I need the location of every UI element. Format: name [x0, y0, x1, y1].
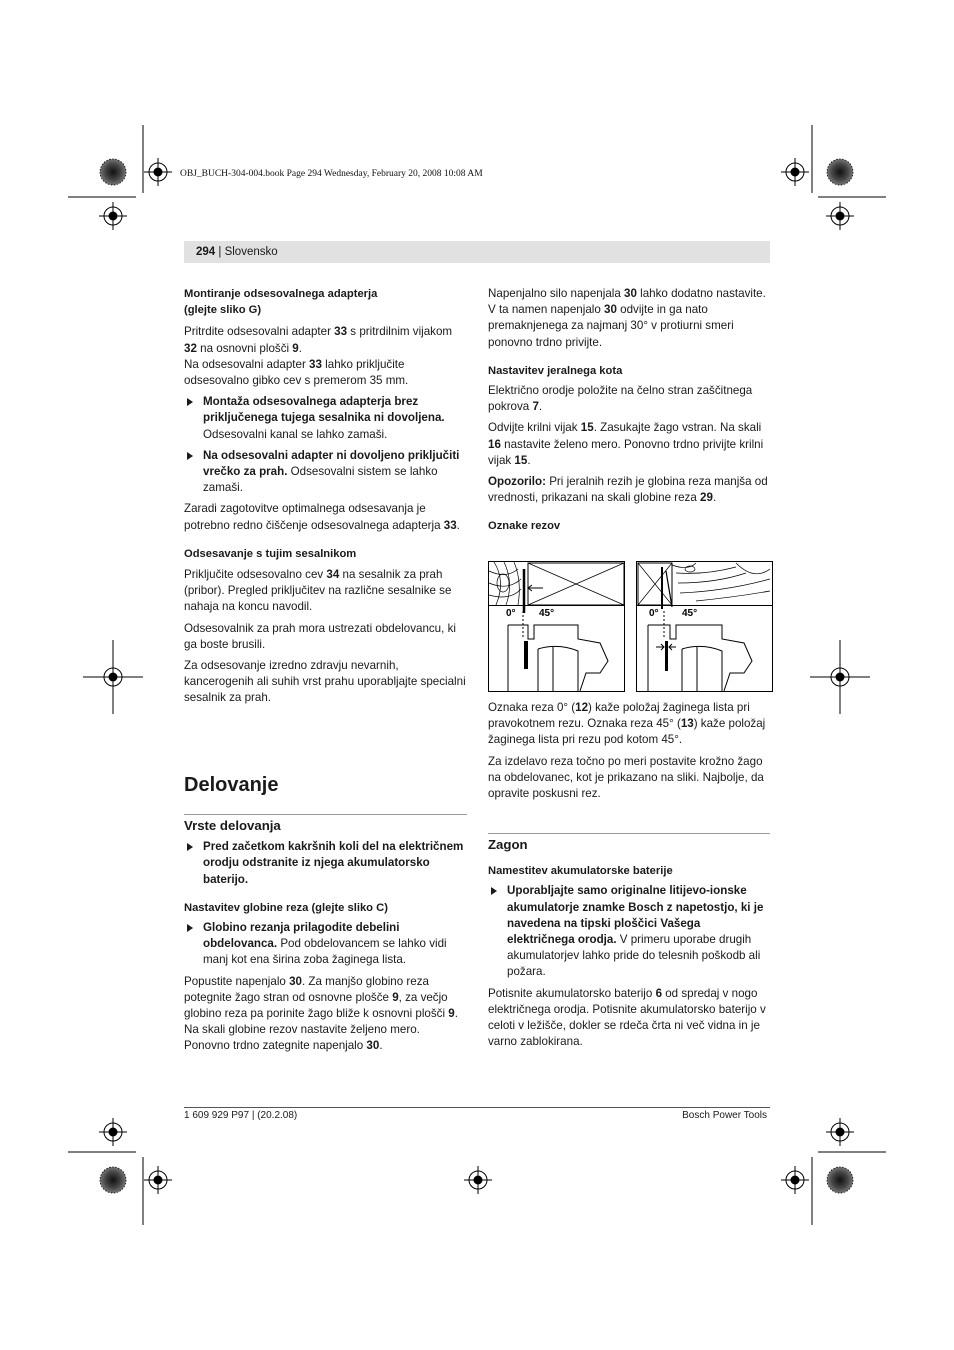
adapter-heading-line2: (glejte sliko G) — [184, 304, 262, 317]
adapter-heading — [184, 286, 467, 318]
footer-brand: Bosch Power Tools — [682, 1110, 767, 1121]
adapter-warning-2: Na odsesovalni adapter ni dovoljeno priključiti vrečko za prah. Odsesovalni sistem se lahko zamaši. — [184, 448, 467, 497]
cut-mark-figure-1 — [488, 561, 626, 693]
left-column — [184, 286, 467, 712]
left-column-lower — [184, 818, 467, 1060]
section-rule — [488, 833, 770, 834]
bullet-triangle-icon — [491, 887, 497, 895]
bullet-triangle-icon — [187, 398, 193, 406]
extraction-paragraph-1: Priključite odsesovalno cev 34 na sesalnik za prah (pribor). Pregled priključitev na različne sesalnike se nahaja na koncu navodil. — [184, 568, 452, 614]
extraction-paragraph-2: Odsesovalnik za prah mora ustrezati obdelovancu, ki ga boste brusili. — [184, 621, 456, 651]
section-modes-title: Vrste delovanja — [184, 818, 281, 833]
adapter-paragraph-3: Zaradi zagotovitve optimalnega odsesavanja je potrebno redno čiščenje odsesovalnega adapterja 33. — [184, 502, 460, 532]
adapter-paragraph-2: Na odsesovalni adapter 33 lahko priključite odsesovalno gibko cev s premerom 35 mm. — [184, 357, 409, 388]
depth-heading: Nastavitev globine reza (glejte sliko C) — [184, 901, 388, 914]
extraction-paragraph-3: Za odsesovanje izredno zdravju nevarnih, kancerogenih ali suhih vrst prahu uporabljajte specialni sesalnik za prah. — [184, 659, 466, 705]
fig2-45-label: 45° — [682, 608, 698, 619]
page-header — [184, 241, 770, 263]
bevel-paragraph-1: Električno orodje položite na čelno stran zaščitnega pokrova 7. — [488, 384, 753, 414]
adapter-paragraph-1: Pritrdite odsesovalni adapter 33 s pritrdilnim vijakom 32 na osnovni plošči 9. — [184, 325, 453, 355]
header-language: Slovensko — [224, 246, 278, 258]
adapter-heading-line1: Montiranje odsesovalnega adapterja — [184, 288, 378, 300]
section-start-title: Zagon — [488, 837, 528, 852]
bullet-triangle-icon — [187, 924, 193, 932]
battery-warning: Uporabljajte samo originalne litijevo-ionske akumulatorje znamke Bosch z napetostjo, ki je navedena na tipski ploščici Vašega električnega orodja. V primeru uporabe drugih akumulatorjev lahko pride do telesnih poškodb ali požara. — [488, 883, 771, 980]
right-column-lower — [488, 837, 771, 1055]
right-column — [488, 286, 771, 537]
bullet-triangle-icon — [187, 452, 193, 460]
bullet-triangle-icon — [187, 843, 193, 851]
footer-rule — [184, 1107, 770, 1108]
battery-removal-warning: Pred začetkom kakršnih koli del na električnem orodju odstranite iz njega akumulatorsko baterijo. — [184, 839, 467, 888]
cut-marks-paragraph-1: Oznaka reza 0° (12) kaže položaj žaginega lista pri pravokotnem rezu. Oznaka reza 45° (13) kaže položaj žaginega lista pri rezu pod kotom 45°. — [488, 701, 766, 747]
page-number: 294 — [196, 246, 216, 258]
adapter-warning-1: Montaža odsesovalnega adapterja brez priključenega tujega sesalnika ni dovoljena. Odsesovalni kanal se lahko zamaši. — [184, 394, 467, 443]
bevel-paragraph-2: Odvijte krilni vijak 15. Zasukajte žago vstran. Na skali 16 nastavite želeno mero. Ponovno trdno privijte krilni vijak 15. — [488, 421, 764, 467]
chapter-rule — [184, 814, 467, 815]
depth-paragraph: Popustite napenjalo 30. Za manjšo globino reza potegnite žago stran od osnovne plošče 9, za večjo globino reza pa porinite žago bliže k osnovni plošči 9. Na skali globine rezov nastavite željeno mero. Ponovno trdno zategnite napenjalo 30. — [184, 974, 458, 1053]
prepress-info: OBJ_BUCH-304-004.book Page 294 Wednesday, February 20, 2008 10:08 AM — [180, 169, 483, 179]
bevel-warning: Opozorilo: Pri jeralnih rezih je globina reza manjša od vrednosti, prikazani na skali globine reza 29. — [488, 475, 768, 505]
cut-mark-figure-2 — [636, 561, 774, 693]
depth-warning: Globino rezanja prilagodite debelini obdelovanca. Pod obdelovancem se lahko vidi manj kot ena širina zoba žaginega lista. — [184, 920, 467, 969]
tension-paragraph: Napenjalno silo napenjala 30 lahko dodatno nastavite. V ta namen napenjalo 30 odvijte in ga nato premaknjenega za najmanj 30° v protiurni smeri ponovno trdno privijte. — [488, 287, 766, 349]
cut-marks-heading: Oznake rezov — [488, 520, 561, 533]
fig1-45-label: 45° — [539, 608, 555, 619]
battery-paragraph: Potisnite akumulatorsko baterijo 6 od spredaj v nogo električnega orodja. Potisnite akumulatorsko baterijo v celoti v ležišče, dokler se rdeča črta ni več vidna in je varno zablokirana. — [488, 986, 766, 1049]
chapter-title: Delovanje — [184, 774, 279, 796]
extraction-heading: Odsesavanje s tujim sesalnikom — [184, 547, 357, 560]
fig1-zero-label: 0° — [506, 608, 516, 619]
header-separator: | — [215, 246, 225, 258]
operation-chapter — [184, 773, 467, 815]
cut-marks-paragraph-2: Za izdelavo reza točno po meri postavite krožno žago na obdelovanec, kot je prikazano na sliki. Najbolje, da opravite poskusni rez. — [488, 754, 764, 801]
footer-code: 1 609 929 P97 | (20.2.08) — [184, 1110, 298, 1121]
battery-heading: Namestitev akumulatorske baterije — [488, 865, 673, 878]
bevel-heading: Nastavitev jeralnega kota — [488, 364, 623, 377]
right-column-mid — [488, 700, 771, 807]
fig2-zero-label: 0° — [649, 608, 659, 619]
